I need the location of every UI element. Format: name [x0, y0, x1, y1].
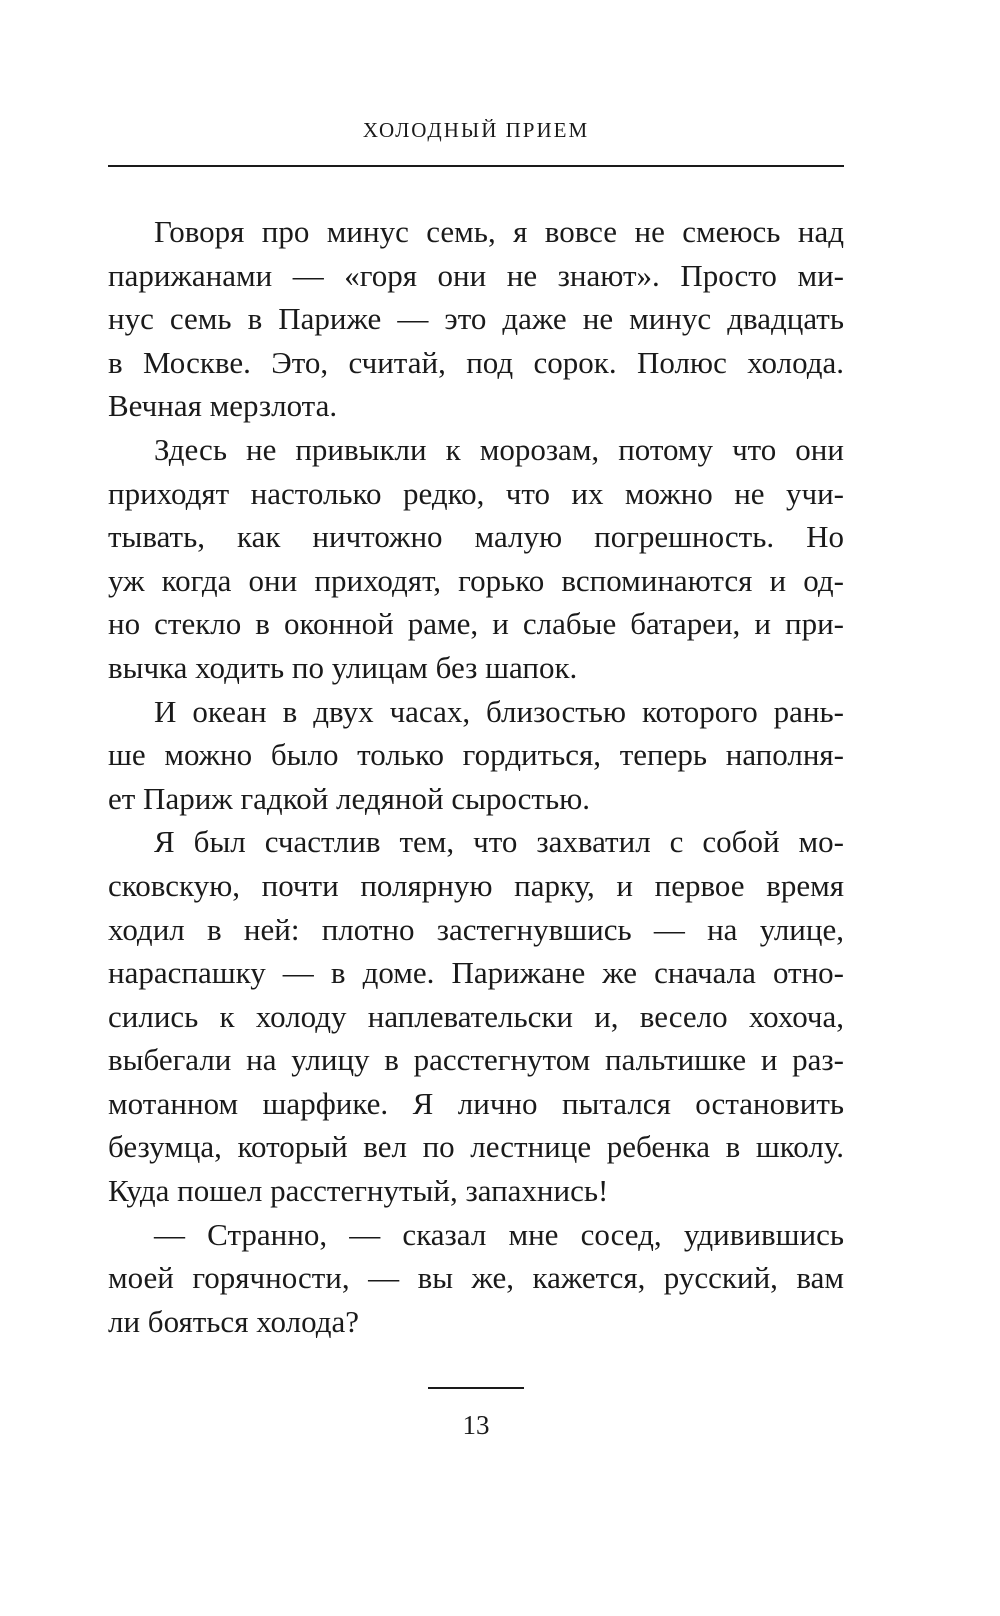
paragraph [108, 820, 844, 1212]
text-line: уж когда они приходят, горько вспоминаются и од- [108, 562, 844, 598]
text-line: Здесь не привыкли к морозам, потому что они [154, 431, 844, 467]
text-line: Вечная мерзлота. [108, 388, 338, 424]
text-line: ли бояться холода? [108, 1303, 359, 1339]
text-line: вычка ходить по улицам без шапок. [108, 649, 578, 685]
text-line: Куда пошел расстегнутый, запахнись! [108, 1173, 609, 1209]
text-line: выбегали на улицу в расстегнутом пальтишке и раз- [108, 1042, 844, 1078]
text-line: Говоря про минус семь, я вовсе не смеюсь над [154, 214, 844, 249]
text-line: мотанном шарфике. Я лично пытался остановить [108, 1085, 844, 1121]
text-line: И океан в двух часах, близостью которого рань- [154, 693, 844, 729]
paragraph [108, 1213, 844, 1344]
text-line: сились к холоду наплевательски и, весело хохоча, [108, 998, 844, 1034]
text-line: нараспашку — в доме. Парижане же сначала отно- [108, 955, 844, 991]
text-line: ходил в ней: плотно застегнувшись — на улице, [108, 911, 844, 947]
running-head: ХОЛОДНЫЙ ПРИЕМ [362, 118, 590, 142]
text-line: Я был счастлив тем, что захватил с собой мо- [154, 824, 844, 860]
footer-rule [428, 1387, 524, 1389]
text-line: — Странно, — сказал мне сосед, удивившись [154, 1216, 844, 1252]
text-line: нус семь в Париже — это даже не минус двадцать [108, 301, 844, 337]
text-line: парижанами — «горя они не знают». Просто ми- [108, 257, 844, 293]
page-number: 13 [462, 1410, 490, 1440]
text-line: моей горячности, — вы же, кажется, русский, вам [108, 1260, 844, 1296]
text-line: тывать, как ничтожно малую погрешность. Но [108, 519, 844, 555]
text-line: безумца, который вел по лестнице ребенка в школу. [108, 1129, 844, 1165]
text-line: в Москве. Это, считай, под сорок. Полюс холода. [108, 344, 844, 380]
text-line: но стекло в оконной раме, и слабые батареи, и при- [108, 606, 844, 642]
body-text [108, 210, 844, 1343]
paragraph [108, 428, 844, 690]
paragraph [108, 210, 844, 428]
text-line: приходят настолько редко, что их можно не учи- [108, 475, 844, 511]
text-line: ет Париж гадкой ледяной сыростью. [108, 780, 591, 816]
text-line: ше можно было только гордиться, теперь наполня- [108, 737, 844, 773]
header-rule [108, 165, 844, 167]
paragraph [108, 690, 844, 821]
text-line: сковскую, почти полярную парку, и первое время [108, 867, 844, 903]
